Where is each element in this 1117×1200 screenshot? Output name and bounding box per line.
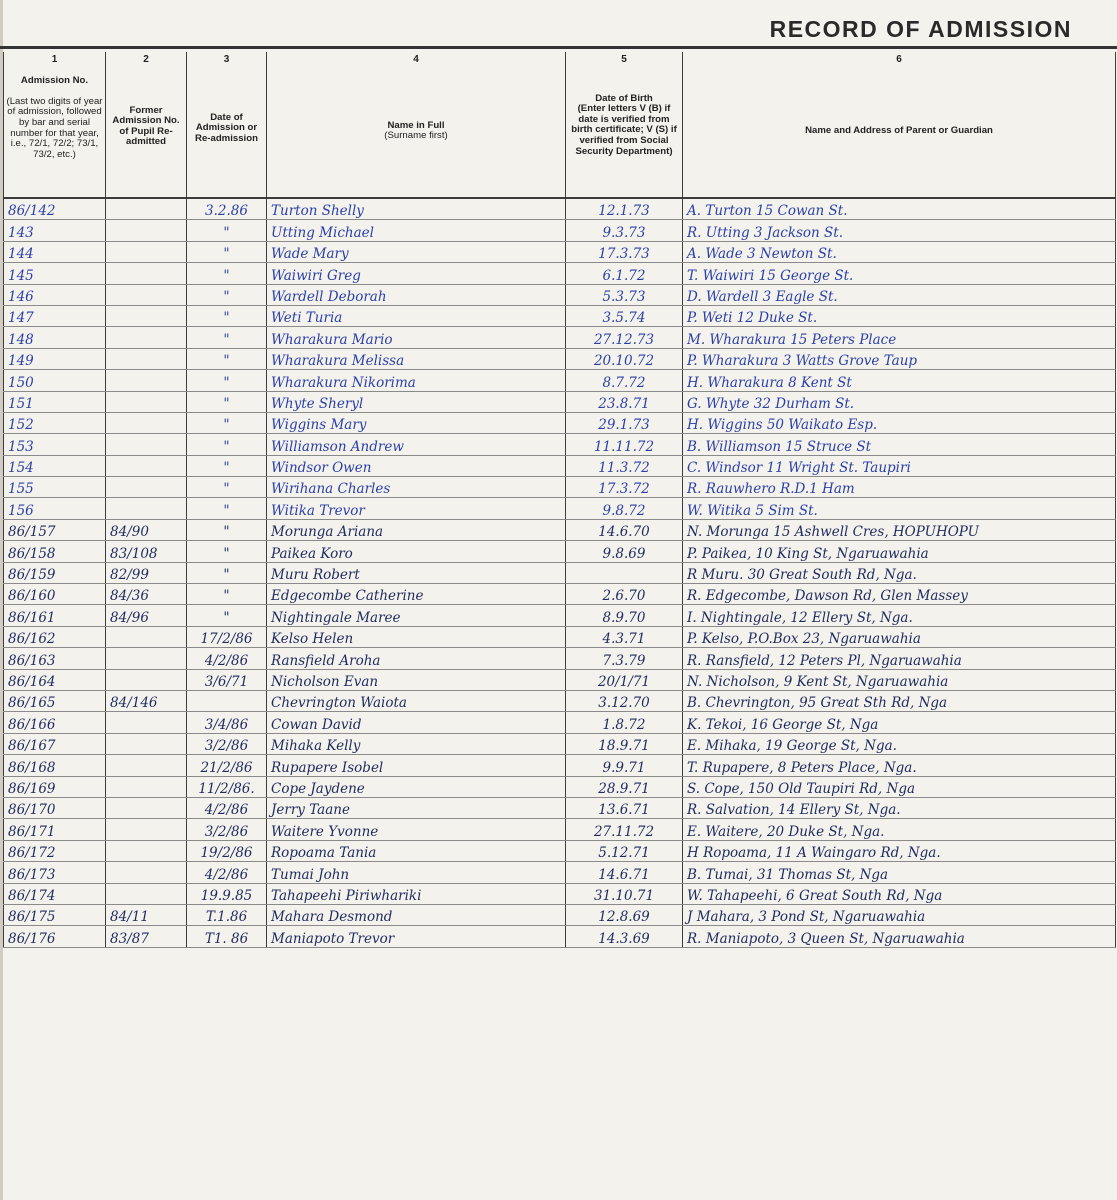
table-row <box>4 797 1116 818</box>
date-of-birth-cell: 18.9.71 <box>566 733 683 754</box>
admission-date-cell: " <box>187 220 267 241</box>
table-row <box>4 712 1116 733</box>
date-of-birth-cell: 5.12.71 <box>566 840 683 861</box>
admission-number-cell: 147 <box>4 305 106 326</box>
date-of-birth-cell: 27.12.73 <box>566 327 683 348</box>
admission-number-cell: 86/158 <box>4 541 106 562</box>
date-of-birth-cell: 9.9.71 <box>566 755 683 776</box>
pupil-name-cell: Kelso Helen <box>267 626 566 647</box>
former-admission-cell <box>106 434 187 455</box>
parent-guardian-cell: E. Waitere, 20 Duke St, Nga. <box>683 819 1116 840</box>
admission-date-cell: 11/2/86. <box>187 776 267 797</box>
date-of-birth-cell: 28.9.71 <box>566 776 683 797</box>
admission-number-cell: 86/164 <box>4 669 106 690</box>
admission-number-cell: 150 <box>4 370 106 391</box>
table-row <box>4 776 1116 797</box>
admission-number-cell: 86/163 <box>4 648 106 669</box>
date-of-birth-cell: 14.6.70 <box>566 519 683 540</box>
admission-date-cell: " <box>187 477 267 498</box>
pupil-name-cell: Utting Michael <box>267 220 566 241</box>
table-row <box>4 862 1116 883</box>
date-of-birth-cell: 1.8.72 <box>566 712 683 733</box>
admission-date-cell: " <box>187 348 267 369</box>
parent-guardian-cell: M. Wharakura 15 Peters Place <box>683 327 1116 348</box>
admission-register-table <box>3 52 1116 948</box>
table-row <box>4 327 1116 348</box>
column-label: Name in Full <box>387 119 445 131</box>
pupil-name-cell: Wardell Deborah <box>267 284 566 305</box>
date-of-birth-cell: 23.8.71 <box>566 391 683 412</box>
admission-date-cell: " <box>187 434 267 455</box>
parent-guardian-cell: J Mahara, 3 Pond St, Ngaruawahia <box>683 904 1116 925</box>
table-row <box>4 690 1116 711</box>
parent-guardian-cell: B. Chevrington, 95 Great Sth Rd, Nga <box>683 690 1116 711</box>
pupil-name-cell: Whyte Sheryl <box>267 391 566 412</box>
date-of-birth-cell: 14.6.71 <box>566 862 683 883</box>
date-of-birth-cell: 9.8.72 <box>566 498 683 519</box>
column-header-admission-no <box>4 52 106 198</box>
admission-number-cell: 86/162 <box>4 626 106 647</box>
column-header-date-of-admission <box>187 52 267 198</box>
table-row <box>4 198 1116 220</box>
admission-number-cell: 143 <box>4 220 106 241</box>
pupil-name-cell: Cowan David <box>267 712 566 733</box>
admission-number-cell: 86/159 <box>4 562 106 583</box>
column-header-name-in-full <box>267 52 566 198</box>
admission-date-cell: " <box>187 241 267 262</box>
column-number: 4 <box>413 54 419 65</box>
pupil-name-cell: Tumai John <box>267 862 566 883</box>
admission-date-cell: " <box>187 605 267 626</box>
parent-guardian-cell: I. Nightingale, 12 Ellery St, Nga. <box>683 605 1116 626</box>
table-row <box>4 562 1116 583</box>
former-admission-cell <box>106 648 187 669</box>
pupil-name-cell: Paikea Koro <box>267 541 566 562</box>
column-header-former-admission <box>106 52 187 198</box>
column-note: (Enter letters V (B) if date is verified from birth certificate; V (S) if verified from Social Security Department) <box>571 103 677 157</box>
table-row <box>4 477 1116 498</box>
admission-number-cell: 86/142 <box>4 198 106 220</box>
date-of-birth-cell: 17.3.72 <box>566 477 683 498</box>
table-row <box>4 669 1116 690</box>
admission-number-cell: 86/174 <box>4 883 106 904</box>
pupil-name-cell: Turton Shelly <box>267 198 566 220</box>
date-of-birth-cell: 2.6.70 <box>566 584 683 605</box>
parent-guardian-cell: T. Waiwiri 15 George St. <box>683 263 1116 284</box>
column-label: Date of Admission or Re-admission <box>195 111 258 144</box>
parent-guardian-cell: A. Turton 15 Cowan St. <box>683 198 1116 220</box>
date-of-birth-cell: 8.7.72 <box>566 370 683 391</box>
admission-date-cell: 4/2/86 <box>187 797 267 818</box>
parent-guardian-cell: C. Windsor 11 Wright St. Taupiri <box>683 455 1116 476</box>
pupil-name-cell: Maniapoto Trevor <box>267 926 566 947</box>
column-label: Date of Birth <box>595 92 653 104</box>
parent-guardian-cell: K. Tekoi, 16 George St, Nga <box>683 712 1116 733</box>
date-of-birth-cell: 27.11.72 <box>566 819 683 840</box>
former-admission-cell: 84/146 <box>106 690 187 711</box>
admission-number-cell: 86/175 <box>4 904 106 925</box>
parent-guardian-cell: P. Paikea, 10 King St, Ngaruawahia <box>683 541 1116 562</box>
parent-guardian-cell: S. Cope, 150 Old Taupiri Rd, Nga <box>683 776 1116 797</box>
column-note: (Last two digits of year of admission, followed by bar and serial number for that year, i.e., 72/1, 72/2; 73/1, 73/2, etc.) <box>6 95 103 160</box>
former-admission-cell <box>106 348 187 369</box>
admission-date-cell: 4/2/86 <box>187 648 267 669</box>
former-admission-cell <box>106 669 187 690</box>
admission-date-cell: 17/2/86 <box>187 626 267 647</box>
former-admission-cell: 84/36 <box>106 584 187 605</box>
parent-guardian-cell: H Ropoama, 11 A Waingaro Rd, Nga. <box>683 840 1116 861</box>
table-row <box>4 370 1116 391</box>
pupil-name-cell: Witika Trevor <box>267 498 566 519</box>
admission-number-cell: 151 <box>4 391 106 412</box>
former-admission-cell: 84/90 <box>106 519 187 540</box>
former-admission-cell: 83/108 <box>106 541 187 562</box>
admission-date-cell: 21/2/86 <box>187 755 267 776</box>
table-row <box>4 220 1116 241</box>
column-number: 6 <box>896 54 902 65</box>
date-of-birth-cell: 13.6.71 <box>566 797 683 818</box>
admission-number-cell: 149 <box>4 348 106 369</box>
former-admission-cell <box>106 755 187 776</box>
admission-number-cell: 152 <box>4 412 106 433</box>
column-label: Former Admission No. of Pupil Re-admitted <box>112 104 180 148</box>
parent-guardian-cell: E. Mihaka, 19 George St, Nga. <box>683 733 1116 754</box>
date-of-birth-cell: 14.3.69 <box>566 926 683 947</box>
pupil-name-cell: Wirihana Charles <box>267 477 566 498</box>
admission-number-cell: 86/165 <box>4 690 106 711</box>
admission-number-cell: 86/161 <box>4 605 106 626</box>
parent-guardian-cell: R. Salvation, 14 Ellery St, Nga. <box>683 797 1116 818</box>
parent-guardian-cell: W. Witika 5 Sim St. <box>683 498 1116 519</box>
column-number: 5 <box>621 54 627 65</box>
admission-date-cell: " <box>187 584 267 605</box>
admission-date-cell: 3/2/86 <box>187 733 267 754</box>
pupil-name-cell: Nicholson Evan <box>267 669 566 690</box>
former-admission-cell <box>106 220 187 241</box>
parent-guardian-cell: A. Wade 3 Newton St. <box>683 241 1116 262</box>
former-admission-cell <box>106 391 187 412</box>
former-admission-cell: 84/11 <box>106 904 187 925</box>
former-admission-cell <box>106 263 187 284</box>
former-admission-cell <box>106 776 187 797</box>
register-body <box>4 198 1116 947</box>
parent-guardian-cell: G. Whyte 32 Durham St. <box>683 391 1116 412</box>
date-of-birth-cell: 20/1/71 <box>566 669 683 690</box>
pupil-name-cell: Waiwiri Greg <box>267 263 566 284</box>
date-of-birth-cell: 3.5.74 <box>566 305 683 326</box>
admission-date-cell: " <box>187 519 267 540</box>
admission-number-cell: 86/168 <box>4 755 106 776</box>
pupil-name-cell: Tahapeehi Piriwhariki <box>267 883 566 904</box>
date-of-birth-cell: 7.3.79 <box>566 648 683 669</box>
admission-date-cell: " <box>187 305 267 326</box>
date-of-birth-cell <box>566 562 683 583</box>
former-admission-cell <box>106 733 187 754</box>
table-row <box>4 455 1116 476</box>
pupil-name-cell: Ropoama Tania <box>267 840 566 861</box>
date-of-birth-cell: 9.8.69 <box>566 541 683 562</box>
pupil-name-cell: Rupapere Isobel <box>267 755 566 776</box>
date-of-birth-cell: 29.1.73 <box>566 412 683 433</box>
table-row <box>4 412 1116 433</box>
admission-date-cell: " <box>187 284 267 305</box>
admission-number-cell: 154 <box>4 455 106 476</box>
date-of-birth-cell: 8.9.70 <box>566 605 683 626</box>
former-admission-cell <box>106 370 187 391</box>
parent-guardian-cell: B. Williamson 15 Struce St <box>683 434 1116 455</box>
admission-date-cell: " <box>187 498 267 519</box>
table-row <box>4 541 1116 562</box>
former-admission-cell <box>106 241 187 262</box>
former-admission-cell <box>106 626 187 647</box>
admission-date-cell: T1. 86 <box>187 926 267 947</box>
former-admission-cell <box>106 198 187 220</box>
former-admission-cell <box>106 284 187 305</box>
admission-date-cell: " <box>187 455 267 476</box>
admission-number-cell: 145 <box>4 263 106 284</box>
admission-number-cell: 86/166 <box>4 712 106 733</box>
date-of-birth-cell: 6.1.72 <box>566 263 683 284</box>
admission-number-cell: 86/160 <box>4 584 106 605</box>
date-of-birth-cell: 12.1.73 <box>566 198 683 220</box>
table-row <box>4 926 1116 947</box>
date-of-birth-cell: 5.3.73 <box>566 284 683 305</box>
table-row <box>4 434 1116 455</box>
admission-number-cell: 86/169 <box>4 776 106 797</box>
table-row <box>4 305 1116 326</box>
pupil-name-cell: Morunga Ariana <box>267 519 566 540</box>
parent-guardian-cell: R. Utting 3 Jackson St. <box>683 220 1116 241</box>
table-row <box>4 263 1116 284</box>
admission-date-cell: 4/2/86 <box>187 862 267 883</box>
column-number: 2 <box>143 54 149 65</box>
column-number: 1 <box>51 54 58 65</box>
pupil-name-cell: Cope Jaydene <box>267 776 566 797</box>
parent-guardian-cell: R Muru. 30 Great South Rd, Nga. <box>683 562 1116 583</box>
column-label: Name and Address of Parent or Guardian <box>805 124 993 136</box>
admission-number-cell: 153 <box>4 434 106 455</box>
parent-guardian-cell: N. Nicholson, 9 Kent St, Ngaruawahia <box>683 669 1116 690</box>
pupil-name-cell: Muru Robert <box>267 562 566 583</box>
admission-date-cell: " <box>187 562 267 583</box>
parent-guardian-cell: H. Wharakura 8 Kent St <box>683 370 1116 391</box>
pupil-name-cell: Jerry Taane <box>267 797 566 818</box>
former-admission-cell: 83/87 <box>106 926 187 947</box>
date-of-birth-cell: 9.3.73 <box>566 220 683 241</box>
table-row <box>4 605 1116 626</box>
parent-guardian-cell: T. Rupapere, 8 Peters Place, Nga. <box>683 755 1116 776</box>
admission-number-cell: 86/167 <box>4 733 106 754</box>
admission-date-cell: " <box>187 541 267 562</box>
admission-date-cell: 3.2.86 <box>187 198 267 220</box>
table-row <box>4 648 1116 669</box>
column-header-date-of-birth <box>566 52 683 198</box>
admission-date-cell: " <box>187 391 267 412</box>
former-admission-cell: 84/96 <box>106 605 187 626</box>
pupil-name-cell: Wiggins Mary <box>267 412 566 433</box>
pupil-name-cell: Chevrington Waiota <box>267 690 566 711</box>
table-row <box>4 241 1116 262</box>
admission-date-cell: " <box>187 327 267 348</box>
former-admission-cell <box>106 819 187 840</box>
table-row <box>4 584 1116 605</box>
column-label: Admission No. <box>20 74 89 86</box>
table-row <box>4 391 1116 412</box>
parent-guardian-cell: P. Wharakura 3 Watts Grove Taup <box>683 348 1116 369</box>
page-title: RECORD OF ADMISSION <box>769 16 1072 42</box>
date-of-birth-cell: 11.11.72 <box>566 434 683 455</box>
pupil-name-cell: Weti Turia <box>267 305 566 326</box>
former-admission-cell <box>106 327 187 348</box>
parent-guardian-cell: D. Wardell 3 Eagle St. <box>683 284 1116 305</box>
former-admission-cell <box>106 840 187 861</box>
admission-number-cell: 156 <box>4 498 106 519</box>
admission-number-cell: 86/173 <box>4 862 106 883</box>
table-row <box>4 819 1116 840</box>
admission-number-cell: 148 <box>4 327 106 348</box>
admission-date-cell: " <box>187 263 267 284</box>
admission-number-cell: 144 <box>4 241 106 262</box>
admission-date-cell: 3/4/86 <box>187 712 267 733</box>
column-note: (Surname first) <box>384 130 448 142</box>
date-of-birth-cell: 4.3.71 <box>566 626 683 647</box>
admission-date-cell: 19/2/86 <box>187 840 267 861</box>
table-row <box>4 284 1116 305</box>
pupil-name-cell: Wade Mary <box>267 241 566 262</box>
parent-guardian-cell: R. Ransfield, 12 Peters Pl, Ngaruawahia <box>683 648 1116 669</box>
former-admission-cell <box>106 883 187 904</box>
column-header-row <box>4 52 1116 198</box>
pupil-name-cell: Nightingale Maree <box>267 605 566 626</box>
table-row <box>4 840 1116 861</box>
table-row <box>4 883 1116 904</box>
pupil-name-cell: Wharakura Nikorima <box>267 370 566 391</box>
pupil-name-cell: Windsor Owen <box>267 455 566 476</box>
table-row <box>4 904 1116 925</box>
parent-guardian-cell: H. Wiggins 50 Waikato Esp. <box>683 412 1116 433</box>
parent-guardian-cell: W. Tahapeehi, 6 Great South Rd, Nga <box>683 883 1116 904</box>
date-of-birth-cell: 31.10.71 <box>566 883 683 904</box>
table-row <box>4 498 1116 519</box>
former-admission-cell <box>106 712 187 733</box>
pupil-name-cell: Waitere Yvonne <box>267 819 566 840</box>
pupil-name-cell: Ransfield Aroha <box>267 648 566 669</box>
title-rule <box>0 46 1117 49</box>
pupil-name-cell: Mihaka Kelly <box>267 733 566 754</box>
admission-date-cell: T.1.86 <box>187 904 267 925</box>
former-admission-cell <box>106 305 187 326</box>
parent-guardian-cell: P. Kelso, P.O.Box 23, Ngaruawahia <box>683 626 1116 647</box>
admission-number-cell: 86/171 <box>4 819 106 840</box>
admission-date-cell: 19.9.85 <box>187 883 267 904</box>
former-admission-cell <box>106 797 187 818</box>
admission-number-cell: 86/172 <box>4 840 106 861</box>
admission-date-cell: 3/2/86 <box>187 819 267 840</box>
pupil-name-cell: Mahara Desmond <box>267 904 566 925</box>
former-admission-cell <box>106 862 187 883</box>
former-admission-cell <box>106 412 187 433</box>
admission-date-cell: " <box>187 412 267 433</box>
pupil-name-cell: Edgecombe Catherine <box>267 584 566 605</box>
pupil-name-cell: Williamson Andrew <box>267 434 566 455</box>
admission-number-cell: 146 <box>4 284 106 305</box>
table-row <box>4 348 1116 369</box>
former-admission-cell <box>106 477 187 498</box>
former-admission-cell <box>106 498 187 519</box>
table-row <box>4 626 1116 647</box>
parent-guardian-cell: P. Weti 12 Duke St. <box>683 305 1116 326</box>
date-of-birth-cell: 12.8.69 <box>566 904 683 925</box>
table-row <box>4 733 1116 754</box>
parent-guardian-cell: R. Edgecombe, Dawson Rd, Glen Massey <box>683 584 1116 605</box>
pupil-name-cell: Wharakura Melissa <box>267 348 566 369</box>
admission-date-cell: " <box>187 370 267 391</box>
parent-guardian-cell: B. Tumai, 31 Thomas St, Nga <box>683 862 1116 883</box>
date-of-birth-cell: 17.3.73 <box>566 241 683 262</box>
table-row <box>4 519 1116 540</box>
parent-guardian-cell: N. Morunga 15 Ashwell Cres, HOPUHOPU <box>683 519 1116 540</box>
date-of-birth-cell: 11.3.72 <box>566 455 683 476</box>
admission-number-cell: 86/176 <box>4 926 106 947</box>
admission-date-cell <box>187 690 267 711</box>
date-of-birth-cell: 20.10.72 <box>566 348 683 369</box>
pupil-name-cell: Wharakura Mario <box>267 327 566 348</box>
admission-number-cell: 86/157 <box>4 519 106 540</box>
admission-number-cell: 155 <box>4 477 106 498</box>
former-admission-cell: 82/99 <box>106 562 187 583</box>
former-admission-cell <box>106 455 187 476</box>
date-of-birth-cell: 3.12.70 <box>566 690 683 711</box>
parent-guardian-cell: R. Maniapoto, 3 Queen St, Ngaruawahia <box>683 926 1116 947</box>
admission-date-cell: 3/6/71 <box>187 669 267 690</box>
parent-guardian-cell: R. Rauwhero R.D.1 Ham <box>683 477 1116 498</box>
admission-number-cell: 86/170 <box>4 797 106 818</box>
column-header-parent-guardian <box>683 52 1116 198</box>
column-number: 3 <box>223 54 230 65</box>
table-row <box>4 755 1116 776</box>
